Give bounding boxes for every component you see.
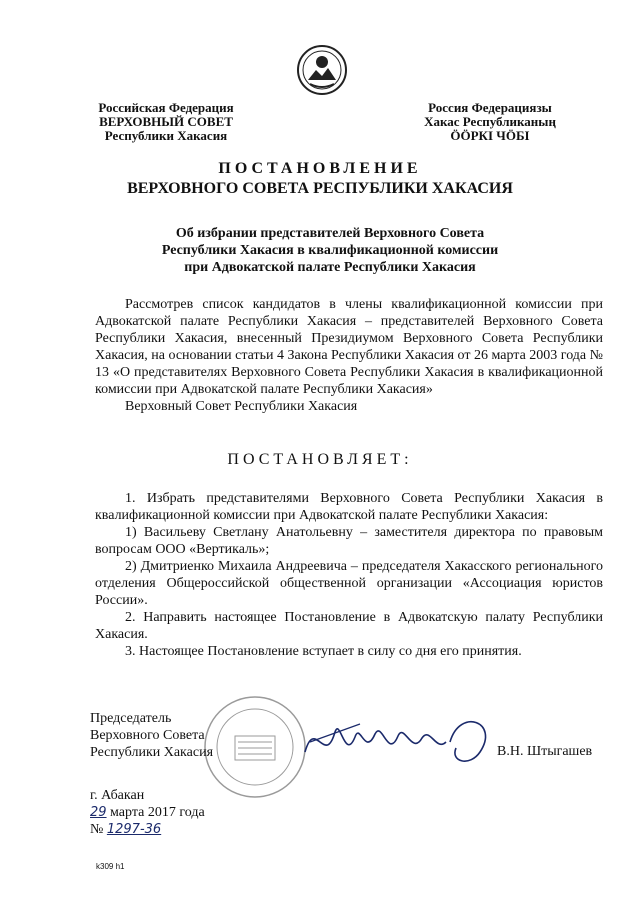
signatory-name: В.Н. Штыгашев [497, 744, 593, 759]
subject-line: Об избрании представителей Верховного Совета [175, 226, 485, 241]
issuing-body-title: ВЕРХОВНОГО СОВЕТА РЕСПУБЛИКИ ХАКАСИЯ [127, 180, 513, 197]
header-right [400, 101, 580, 143]
header-right-line: Хакас Республиканың [424, 114, 556, 129]
header-left-line: Республики Хакасия [104, 128, 228, 143]
number-prefix: № [90, 822, 104, 837]
date-rest: марта 2017 года [110, 805, 205, 820]
city: г. Абакан [90, 788, 145, 803]
header-left-line: ВЕРХОВНЫЙ СОВЕТ [99, 114, 233, 129]
resolution-item: 1) Васильеву Светлану Анатольевну – заместителя директора по правовым вопросам ООО «Вертикаль»; [95, 525, 603, 557]
header-left-line: Российская Федерация [98, 100, 234, 115]
resolution-item: 2) Дмитриенко Михаила Андреевича – председателя Хакасского регионального отделения Общероссийской общественной организации «Ассоциация юристов России». [95, 559, 603, 608]
document-subject [150, 225, 510, 276]
signatory-title-line: Республики Хакасия [90, 745, 214, 760]
council-line: Верховный Совет Республики Хакасия [125, 399, 358, 414]
official-seal-stamp [200, 692, 310, 802]
preamble-paragraph: Рассмотрев список кандидатов в члены квалификационной комиссии при Адвокатской палате Республики Хакасия – представителей Верховного Совета Республики Хакасия, внесенный Президиумом Верховного Совета Республики Хакасия, на основании статьи 4 Закона Республики Хакасия от 26 марта 2003 года № 13 «О представителях Верховного Совета Республики Хакасия в квалификационной комиссии при Адвокатской палате Республики Хакасия» [95, 297, 603, 397]
resolution-item: 1. Избрать представителями Верховного Совета Республики Хакасия в квалификационной комиссии при Адвокатской палате Республики Хакасия: [95, 491, 603, 523]
header-left [90, 101, 242, 143]
document-number: 1297-36 [106, 822, 162, 837]
number-line [90, 821, 205, 838]
date-day: 29 [90, 805, 107, 820]
decree-heading: ПОСТАНОВЛЯЕТ: [227, 451, 413, 468]
subject-line: при Адвокатской палате Республики Хакасия [184, 260, 476, 275]
header-right-line: ÖÖРКI ЧÖБI [450, 128, 530, 143]
footer-code: k309 h1 [96, 862, 125, 871]
signatory-title-line: Верховного Совета [90, 728, 205, 743]
signatory-block [90, 710, 213, 761]
preamble-block [95, 296, 603, 415]
handwritten-signature [300, 712, 500, 772]
coat-of-arms-emblem [296, 44, 348, 96]
signatory-title-line: Председатель [90, 711, 172, 726]
document-type-title: ПОСТАНОВЛЕНИЕ [218, 160, 422, 177]
header-right-line: Россия Федерациязы [428, 100, 552, 115]
resolution-items [95, 490, 603, 660]
date-line [90, 804, 205, 821]
subject-line: Республики Хакасия в квалификационной комиссии [161, 243, 499, 258]
resolution-item: 3. Настоящее Постановление вступает в силу со дня его принятия. [125, 644, 522, 659]
place-date-number [90, 787, 205, 838]
resolution-item: 2. Направить настоящее Постановление в Адвокатскую палату Республики Хакасия. [95, 610, 603, 642]
